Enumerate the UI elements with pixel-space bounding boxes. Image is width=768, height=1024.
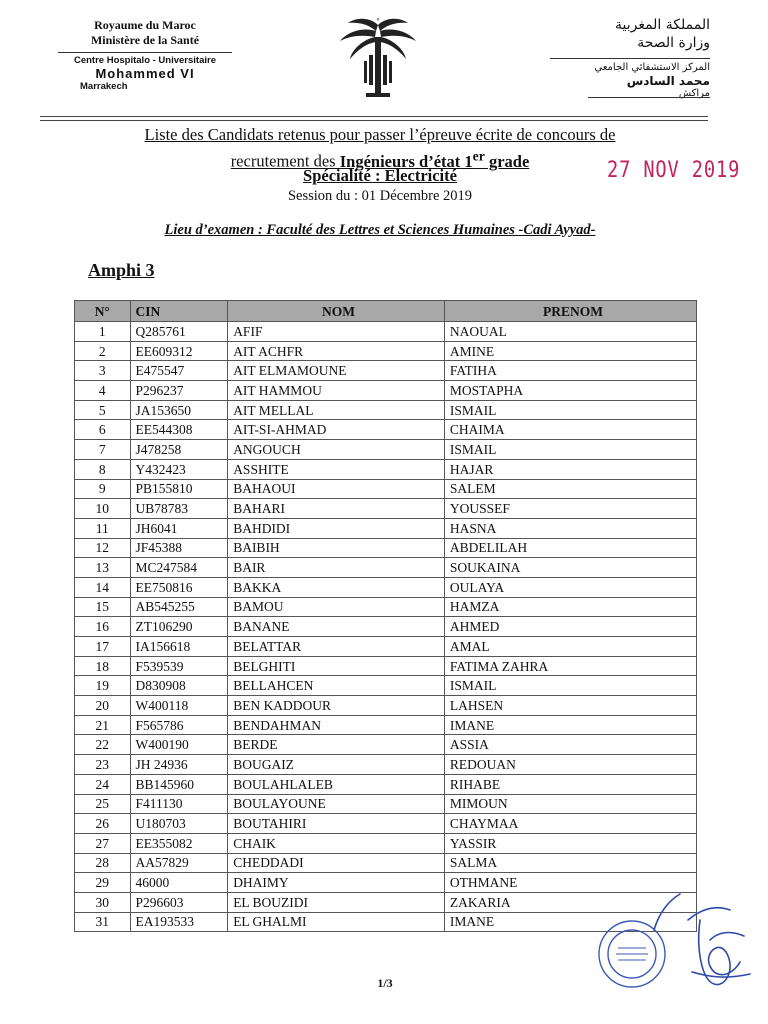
session-date: Session du : 01 Décembre 2019 bbox=[287, 188, 473, 204]
table-row bbox=[75, 676, 697, 696]
cell-prenom: ISMAIL bbox=[444, 676, 696, 696]
cell-cin: D830908 bbox=[130, 676, 228, 696]
chu-label-ar: المركز الاستشفائي الجامعي bbox=[594, 62, 710, 73]
cell-num: 21 bbox=[75, 715, 131, 735]
cell-nom: BELLAHCEN bbox=[228, 676, 445, 696]
kingdom-label: Royaume du Maroc bbox=[94, 18, 196, 32]
cell-nom: BANANE bbox=[228, 617, 445, 637]
cell-prenom: MOSTAPHA bbox=[444, 381, 696, 401]
cell-cin: JH 24936 bbox=[130, 755, 228, 775]
cell-cin: BB145960 bbox=[130, 774, 228, 794]
specialite-title: Spécialité : Electricité bbox=[303, 166, 457, 185]
header-double-rule bbox=[40, 116, 708, 121]
cell-num: 10 bbox=[75, 499, 131, 519]
table-row bbox=[75, 656, 697, 676]
cell-num: 20 bbox=[75, 696, 131, 716]
cell-prenom: OTHMANE bbox=[444, 873, 696, 893]
table-row bbox=[75, 637, 697, 657]
cell-prenom: MIMOUN bbox=[444, 794, 696, 814]
cell-prenom: CHAYMAA bbox=[444, 814, 696, 834]
table-row bbox=[75, 558, 697, 578]
col-header-prenom: PRENOM bbox=[444, 301, 696, 322]
cell-num: 18 bbox=[75, 656, 131, 676]
table-row bbox=[75, 892, 697, 912]
cell-nom: AIT HAMMOU bbox=[228, 381, 445, 401]
cell-cin: Q285761 bbox=[130, 322, 228, 342]
cell-cin: MC247584 bbox=[130, 558, 228, 578]
grade-suffix: grade bbox=[484, 151, 530, 171]
cell-num: 27 bbox=[75, 833, 131, 853]
cell-cin: Y432423 bbox=[130, 459, 228, 479]
cell-cin: JF45388 bbox=[130, 538, 228, 558]
cell-prenom: HASNA bbox=[444, 518, 696, 538]
cell-nom: DHAIMY bbox=[228, 873, 445, 893]
cell-prenom: ASSIA bbox=[444, 735, 696, 755]
col-header-cin: CIN bbox=[130, 301, 228, 322]
handwritten-signature-icon bbox=[640, 880, 760, 1000]
cell-cin: F539539 bbox=[130, 656, 228, 676]
table-row bbox=[75, 774, 697, 794]
grade-text: Ingénieurs d’état 1 bbox=[339, 151, 473, 171]
cell-num: 28 bbox=[75, 853, 131, 873]
cell-prenom: SOUKAINA bbox=[444, 558, 696, 578]
cell-cin: AB545255 bbox=[130, 597, 228, 617]
col-header-num: N° bbox=[75, 301, 131, 322]
cell-cin: P296237 bbox=[130, 381, 228, 401]
cell-cin: EA193533 bbox=[130, 912, 228, 932]
cell-nom: BOUTAHIRI bbox=[228, 814, 445, 834]
chu-city-ar: مراكش bbox=[678, 88, 710, 99]
cell-num: 26 bbox=[75, 814, 131, 834]
chu-city: Marrakech bbox=[80, 81, 128, 92]
cell-nom: ASSHITE bbox=[228, 459, 445, 479]
cell-prenom: AHMED bbox=[444, 617, 696, 637]
cell-prenom: AMINE bbox=[444, 341, 696, 361]
header-right-underline bbox=[588, 97, 710, 98]
ministry-label-ar: وزارة الصحة bbox=[637, 35, 710, 51]
cell-nom: BAKKA bbox=[228, 577, 445, 597]
cell-num: 4 bbox=[75, 381, 131, 401]
grade-sup: er bbox=[472, 148, 485, 163]
chu-name-ar: محمد السادس bbox=[626, 74, 710, 88]
table-row bbox=[75, 518, 697, 538]
cell-nom: ANGOUCH bbox=[228, 440, 445, 460]
cell-prenom: NAOUAL bbox=[444, 322, 696, 342]
cell-prenom: SALMA bbox=[444, 853, 696, 873]
cell-nom: BERDE bbox=[228, 735, 445, 755]
table-row bbox=[75, 715, 697, 735]
amphi-heading: Amphi 3 bbox=[88, 260, 155, 280]
palm-tree-emblem-icon bbox=[336, 15, 420, 101]
chu-name: Mohammed VI bbox=[95, 66, 195, 81]
cell-nom: AIT MELLAL bbox=[228, 400, 445, 420]
table-row bbox=[75, 814, 697, 834]
table-row bbox=[75, 597, 697, 617]
cell-nom: EL BOUZIDI bbox=[228, 892, 445, 912]
page-number: 1/3 bbox=[377, 976, 393, 990]
cell-prenom: YOUSSEF bbox=[444, 499, 696, 519]
cell-nom: BAIBIH bbox=[228, 538, 445, 558]
cell-cin: W400118 bbox=[130, 696, 228, 716]
cell-nom: AIT ACHFR bbox=[228, 341, 445, 361]
cell-cin: EE355082 bbox=[130, 833, 228, 853]
table-row bbox=[75, 381, 697, 401]
cell-prenom: ISMAIL bbox=[444, 400, 696, 420]
cell-prenom: IMANE bbox=[444, 715, 696, 735]
cell-cin: F565786 bbox=[130, 715, 228, 735]
cell-nom: BELGHITI bbox=[228, 656, 445, 676]
table-row bbox=[75, 873, 697, 893]
cell-cin: EE544308 bbox=[130, 420, 228, 440]
exam-location: Lieu d’examen : Faculté des Lettres et Sciences Humaines -Cadi Ayyad- bbox=[164, 222, 596, 238]
cell-num: 29 bbox=[75, 873, 131, 893]
cell-nom: BAIR bbox=[228, 558, 445, 578]
chu-label: Centre Hospitalo - Universitaire bbox=[73, 55, 216, 66]
cell-prenom: OULAYA bbox=[444, 577, 696, 597]
cell-num: 17 bbox=[75, 637, 131, 657]
cell-cin: JA153650 bbox=[130, 400, 228, 420]
cell-num: 22 bbox=[75, 735, 131, 755]
table-row bbox=[75, 459, 697, 479]
cell-prenom: SALEM bbox=[444, 479, 696, 499]
cell-nom: EL GHALMI bbox=[228, 912, 445, 932]
table-row bbox=[75, 341, 697, 361]
cell-num: 24 bbox=[75, 774, 131, 794]
cell-cin: UB78783 bbox=[130, 499, 228, 519]
candidates-table bbox=[74, 300, 697, 932]
cell-prenom: ISMAIL bbox=[444, 440, 696, 460]
cell-cin: J478258 bbox=[130, 440, 228, 460]
cell-cin: U180703 bbox=[130, 814, 228, 834]
cell-prenom: FATIHA bbox=[444, 361, 696, 381]
cell-nom: AIT ELMAMOUNE bbox=[228, 361, 445, 381]
table-row bbox=[75, 538, 697, 558]
cell-num: 11 bbox=[75, 518, 131, 538]
list-title-line1: Liste des Candidats retenus pour passer l’épreuve écrite de concours de bbox=[144, 125, 616, 144]
cell-nom: BOUGAIZ bbox=[228, 755, 445, 775]
cell-cin: W400190 bbox=[130, 735, 228, 755]
table-row bbox=[75, 479, 697, 499]
table-row bbox=[75, 833, 697, 853]
title-line2-prefix: recrutement des bbox=[230, 151, 340, 171]
table-row bbox=[75, 617, 697, 637]
cell-cin: 46000 bbox=[130, 873, 228, 893]
table-row bbox=[75, 400, 697, 420]
cell-num: 16 bbox=[75, 617, 131, 637]
header-left-divider bbox=[58, 52, 232, 53]
cell-cin: IA156618 bbox=[130, 637, 228, 657]
cell-cin: EE609312 bbox=[130, 341, 228, 361]
header-right-block bbox=[540, 16, 710, 100]
cell-nom: BEN KADDOUR bbox=[228, 696, 445, 716]
table-row bbox=[75, 361, 697, 381]
cell-cin: AA57829 bbox=[130, 853, 228, 873]
table-row bbox=[75, 755, 697, 775]
cell-prenom: RIHABE bbox=[444, 774, 696, 794]
cell-nom: AFIF bbox=[228, 322, 445, 342]
cell-num: 25 bbox=[75, 794, 131, 814]
table-row bbox=[75, 440, 697, 460]
cell-prenom: HAJAR bbox=[444, 459, 696, 479]
cell-num: 2 bbox=[75, 341, 131, 361]
cell-prenom: AMAL bbox=[444, 637, 696, 657]
cell-cin: PB155810 bbox=[130, 479, 228, 499]
received-date-stamp: 27 NOV 2019 bbox=[607, 158, 741, 183]
cell-num: 12 bbox=[75, 538, 131, 558]
cell-num: 1 bbox=[75, 322, 131, 342]
kingdom-label-ar: المملكة المغربية bbox=[614, 17, 710, 33]
table-row bbox=[75, 696, 697, 716]
cell-prenom: FATIMA ZAHRA bbox=[444, 656, 696, 676]
cell-cin: JH6041 bbox=[130, 518, 228, 538]
table-body bbox=[75, 322, 697, 932]
cell-prenom: REDOUAN bbox=[444, 755, 696, 775]
cell-nom: BOULAHLALEB bbox=[228, 774, 445, 794]
col-header-nom: NOM bbox=[228, 301, 445, 322]
header-left-block bbox=[50, 18, 240, 92]
cell-cin: F411130 bbox=[130, 794, 228, 814]
cell-num: 8 bbox=[75, 459, 131, 479]
cell-nom: BAMOU bbox=[228, 597, 445, 617]
cell-nom: CHAIK bbox=[228, 833, 445, 853]
table-row bbox=[75, 420, 697, 440]
cell-num: 13 bbox=[75, 558, 131, 578]
cell-num: 3 bbox=[75, 361, 131, 381]
cell-nom: BAHAOUI bbox=[228, 479, 445, 499]
cell-prenom: ZAKARIA bbox=[444, 892, 696, 912]
table-header-row bbox=[75, 301, 697, 322]
cell-prenom: LAHSEN bbox=[444, 696, 696, 716]
cell-nom: BAHDIDI bbox=[228, 518, 445, 538]
table-row bbox=[75, 577, 697, 597]
cell-num: 31 bbox=[75, 912, 131, 932]
header-right-divider bbox=[550, 58, 710, 59]
cell-num: 15 bbox=[75, 597, 131, 617]
table-row bbox=[75, 735, 697, 755]
table-row bbox=[75, 322, 697, 342]
table-row bbox=[75, 794, 697, 814]
cell-num: 30 bbox=[75, 892, 131, 912]
cell-num: 23 bbox=[75, 755, 131, 775]
cell-nom: CHEDDADI bbox=[228, 853, 445, 873]
cell-num: 19 bbox=[75, 676, 131, 696]
cell-num: 7 bbox=[75, 440, 131, 460]
cell-prenom: IMANE bbox=[444, 912, 696, 932]
cell-nom: AIT-SI-AHMAD bbox=[228, 420, 445, 440]
ministry-label: Ministère de la Santé bbox=[90, 33, 200, 47]
cell-num: 5 bbox=[75, 400, 131, 420]
cell-num: 14 bbox=[75, 577, 131, 597]
cell-nom: BAHARI bbox=[228, 499, 445, 519]
cell-prenom: CHAIMA bbox=[444, 420, 696, 440]
cell-nom: BENDAHMAN bbox=[228, 715, 445, 735]
cell-nom: BELATTAR bbox=[228, 637, 445, 657]
cell-cin: E475547 bbox=[130, 361, 228, 381]
cell-prenom: HAMZA bbox=[444, 597, 696, 617]
cell-prenom: ABDELILAH bbox=[444, 538, 696, 558]
cell-cin: P296603 bbox=[130, 892, 228, 912]
cell-cin: EE750816 bbox=[130, 577, 228, 597]
cell-num: 6 bbox=[75, 420, 131, 440]
cell-prenom: YASSIR bbox=[444, 833, 696, 853]
cell-cin: ZT106290 bbox=[130, 617, 228, 637]
table-row bbox=[75, 853, 697, 873]
cell-num: 9 bbox=[75, 479, 131, 499]
table-row bbox=[75, 499, 697, 519]
cell-nom: BOULAYOUNE bbox=[228, 794, 445, 814]
